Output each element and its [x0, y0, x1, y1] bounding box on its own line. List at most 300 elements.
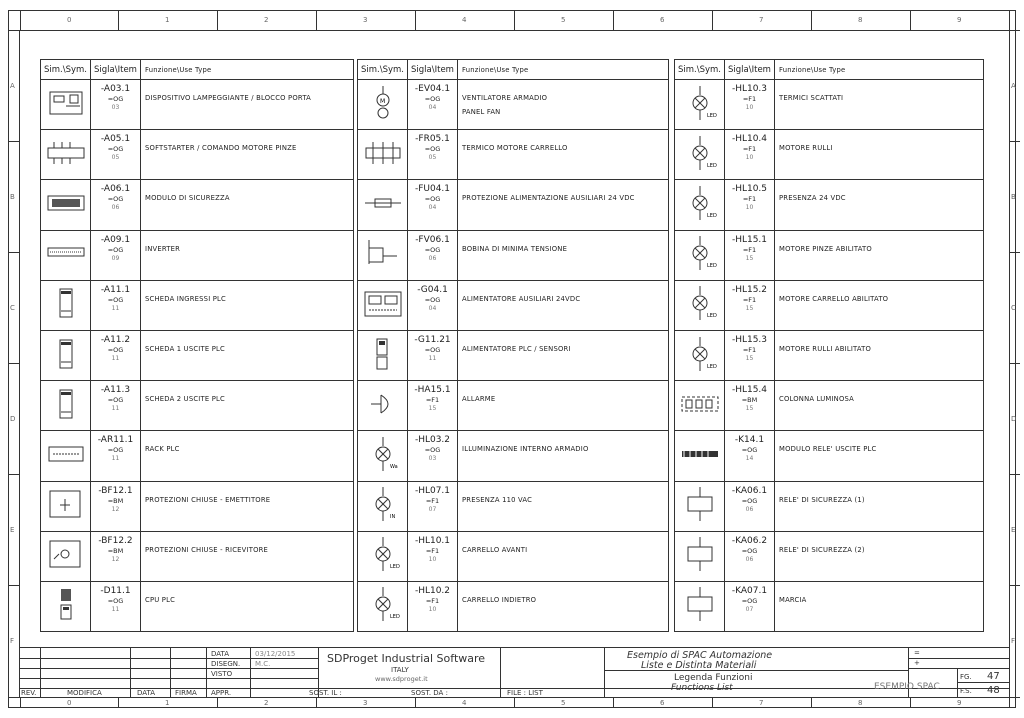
item-page: 11 — [111, 605, 120, 613]
function-cell — [775, 532, 983, 581]
item-cell — [91, 331, 141, 380]
ruler-label: 2 — [264, 699, 269, 707]
function-cell — [458, 130, 668, 179]
function-text: CPU PLC — [145, 595, 176, 604]
lamp-icon — [680, 286, 720, 324]
item-page: 11 — [111, 455, 120, 463]
rev-label: REV. — [21, 689, 37, 697]
symbol-cell — [358, 532, 408, 581]
item-tag: -A09.1 — [100, 234, 131, 245]
item-tag: -BF12.2 — [98, 535, 133, 546]
ruler-row-label: C — [1011, 304, 1016, 312]
svg-text:M: M — [379, 97, 385, 105]
function-text: SOFTSTARTER / COMANDO MOTORE PINZE — [145, 144, 297, 153]
item-location: =OG — [424, 345, 441, 354]
ruler-row-label: F — [1011, 637, 1016, 645]
item-tag: -A05.1 — [100, 134, 131, 145]
item-tag: -AR11.1 — [97, 435, 134, 446]
item-page: 06 — [428, 254, 437, 262]
ruler-tick — [1009, 141, 1020, 142]
ruler-label: 3 — [363, 16, 368, 24]
legend-table-1 — [40, 59, 354, 632]
table-row — [41, 231, 353, 281]
modifica-label: MODIFICA — [67, 689, 102, 697]
ruler-row-label: D — [1011, 415, 1017, 423]
ruler-tick — [613, 10, 614, 30]
table-row — [358, 80, 668, 130]
item-location: =OG — [424, 295, 441, 304]
company-country: ITALY — [391, 666, 409, 674]
power-supply-icon — [363, 286, 403, 324]
function-cell — [458, 231, 668, 280]
fs-label: F.S. — [960, 687, 972, 695]
item-location: =OG — [424, 195, 441, 204]
item-tag: -HL10.3 — [731, 84, 768, 94]
ruler-tick — [910, 697, 911, 707]
symbol-cell — [41, 331, 91, 380]
symbol-cell — [41, 431, 91, 480]
item-location: =BM — [741, 396, 758, 405]
item-cell — [725, 231, 775, 280]
item-page: 11 — [428, 354, 437, 362]
function-cell — [458, 532, 668, 581]
header-item: Sigla\Item — [725, 60, 775, 79]
ruler-tick — [8, 30, 19, 31]
symbol-cell — [675, 381, 725, 430]
item-tag: -HL10.2 — [414, 585, 451, 596]
frame-top — [8, 10, 1016, 11]
plus-label: + — [914, 659, 920, 667]
table-row — [41, 431, 353, 481]
sost-da-label: SOST. DA : — [411, 689, 448, 697]
disegn-value: M.C. — [255, 660, 271, 668]
lamp-icon — [680, 86, 720, 124]
item-location: =F1 — [425, 546, 440, 555]
item-page: 10 — [745, 104, 754, 111]
item-page: 15 — [745, 354, 754, 362]
ruler-tick — [910, 10, 911, 30]
item-cell — [91, 482, 141, 531]
symbol-cell — [41, 130, 91, 179]
table-row — [358, 431, 668, 481]
item-cell — [91, 431, 141, 480]
table-row — [675, 130, 983, 180]
function-text: SCHEDA 1 USCITE PLC — [145, 344, 225, 353]
function-text: MOTORE CARRELLO ABILITATO — [779, 294, 889, 303]
table-row — [41, 130, 353, 180]
symbol-cell — [675, 331, 725, 380]
ruler-label: 7 — [759, 699, 764, 707]
item-page: 10 — [428, 605, 437, 613]
item-location: =OG — [107, 295, 124, 304]
item-page: 09 — [111, 254, 120, 262]
item-tag: -G11.21 — [414, 334, 451, 345]
lamp-icon — [363, 537, 403, 575]
symbol-cell — [675, 80, 725, 129]
symbol-cell — [358, 130, 408, 179]
ruler-label: 6 — [660, 16, 665, 24]
cpu-icon — [46, 587, 86, 625]
item-location: =OG — [741, 546, 758, 555]
item-page: 07 — [745, 605, 754, 613]
ruler-tick — [712, 10, 713, 30]
sost-il-label: SOST. IL : — [309, 689, 342, 697]
function-text: CARRELLO INDIETRO — [462, 595, 537, 604]
table-row — [675, 180, 983, 230]
lamp-icon — [363, 587, 403, 625]
ruler-label: 9 — [957, 699, 962, 707]
item-page: 04 — [428, 204, 437, 212]
ruler-label: 6 — [660, 699, 665, 707]
title-block — [19, 647, 1010, 698]
ruler-label: 2 — [264, 16, 269, 24]
ruler-tick — [118, 697, 119, 707]
function-cell — [775, 431, 983, 480]
ruler-tick — [1009, 252, 1020, 253]
item-page: 10 — [745, 154, 754, 162]
item-tag: -KA06.2 — [731, 535, 768, 546]
symbol-cell — [41, 180, 91, 229]
function-cell — [141, 381, 353, 430]
svg-text:LED: LED — [706, 263, 717, 270]
item-location: =OG — [107, 396, 124, 405]
svg-text:LED: LED — [706, 162, 717, 169]
function-cell — [775, 331, 983, 380]
svg-text:LED: LED — [706, 112, 717, 119]
function-cell — [775, 180, 983, 229]
item-tag: -G04.1 — [417, 284, 448, 295]
table-row — [358, 331, 668, 381]
ruler-tick — [8, 252, 19, 253]
symbol-cell — [41, 482, 91, 531]
function-text: PROTEZIONI CHIUSE - EMETTITORE — [145, 495, 271, 504]
function-text: TERMICI SCATTATI — [779, 94, 844, 102]
item-cell — [408, 431, 458, 480]
item-page: 12 — [111, 555, 120, 563]
function-cell — [141, 130, 353, 179]
table-row — [358, 582, 668, 631]
doc-title: Legenda Funzioni — [674, 673, 753, 683]
function-cell — [141, 532, 353, 581]
function-text: RELE' DI SICUREZZA (1) — [779, 495, 865, 504]
item-tag: -HL15.2 — [731, 284, 768, 295]
table-row — [41, 482, 353, 532]
item-location: =OG — [741, 446, 758, 455]
function-text: ALIMENTATORE PLC / SENSORI — [462, 344, 571, 353]
function-cell — [775, 130, 983, 179]
legend-table-2 — [357, 59, 669, 632]
ruler-label: 0 — [67, 699, 72, 707]
frame-left — [8, 10, 9, 708]
inner-frame-right — [1009, 30, 1010, 698]
function-text: CARRELLO AVANTI — [462, 545, 528, 554]
function-text: PRESENZA 24 VDC — [779, 194, 846, 203]
firma-label: FIRMA — [175, 689, 197, 697]
lamp-icon — [363, 487, 403, 525]
item-cell — [91, 532, 141, 581]
item-page: 12 — [111, 505, 120, 513]
plc-card-icon — [46, 387, 86, 425]
fuse-icon — [363, 186, 403, 224]
symbol-cell — [675, 281, 725, 330]
function-text: BOBINA DI MINIMA TENSIONE — [462, 244, 568, 253]
symbol-cell — [358, 582, 408, 631]
ruler-tick — [415, 697, 416, 707]
inverter-icon — [46, 236, 86, 274]
function-cell — [141, 582, 353, 631]
function-secondary: PANEL FAN — [462, 108, 501, 116]
ruler-label: 7 — [759, 16, 764, 24]
item-tag: -A11.3 — [100, 385, 131, 396]
item-page: 11 — [111, 304, 120, 312]
symbol-cell — [358, 180, 408, 229]
ruler-tick — [1009, 697, 1010, 707]
symbol-cell — [358, 281, 408, 330]
item-page: 05 — [111, 154, 120, 162]
fs-value: 48 — [987, 685, 1000, 696]
function-cell — [141, 180, 353, 229]
item-tag: -A06.1 — [100, 184, 131, 195]
item-tag: -K14.1 — [734, 435, 765, 446]
item-page: 11 — [111, 405, 120, 413]
item-cell — [408, 180, 458, 229]
item-cell — [91, 80, 141, 129]
ruler-label: 4 — [462, 699, 467, 707]
ruler-row-label: A — [10, 82, 15, 90]
ruler-tick — [8, 585, 19, 586]
ruler-tick — [1009, 363, 1020, 364]
plc-card-icon — [46, 286, 86, 324]
ruler-tick — [8, 697, 19, 698]
thermal-relay-icon — [363, 136, 403, 174]
item-cell — [91, 381, 141, 430]
ruler-row-label: C — [10, 304, 15, 312]
item-page: 15 — [745, 304, 754, 312]
item-cell — [725, 532, 775, 581]
svg-text:LED: LED — [706, 313, 717, 320]
item-location: =OG — [424, 245, 441, 254]
signal-tower-icon — [680, 387, 720, 425]
svg-text:LED: LED — [389, 614, 400, 621]
item-tag: -FR05.1 — [415, 134, 450, 145]
symbol-cell — [675, 431, 725, 480]
item-cell — [725, 80, 775, 129]
item-location: =OG — [107, 245, 124, 254]
item-page: 04 — [428, 304, 437, 312]
ruler-tick — [8, 141, 19, 142]
ruler-tick — [415, 10, 416, 30]
item-tag: -EV04.1 — [414, 84, 451, 94]
item-tag: -A11.2 — [100, 334, 131, 345]
function-cell — [458, 431, 668, 480]
table-row — [675, 532, 983, 582]
item-page: 15 — [745, 254, 754, 262]
item-cell — [408, 80, 458, 129]
table-row — [41, 281, 353, 331]
ruler-tick — [514, 10, 515, 30]
function-text: MODULO DI SICUREZZA — [145, 194, 230, 203]
photocell-rx-icon — [46, 537, 86, 575]
symbol-cell — [358, 482, 408, 531]
header-symbol: Sim.\Sym. — [41, 60, 91, 79]
table-row — [41, 180, 353, 230]
item-location: =OG — [107, 596, 124, 605]
function-text: MODULO RELE' USCITE PLC — [779, 445, 877, 454]
item-location: =BM — [107, 496, 124, 505]
ruler-tick — [8, 474, 19, 475]
company-url: www.sdproget.it — [375, 675, 428, 683]
item-cell — [408, 281, 458, 330]
item-location: =OG — [107, 195, 124, 204]
function-text: ALLARME — [462, 395, 496, 404]
function-text: ILLUMINAZIONE INTERNO ARMADIO — [462, 445, 589, 454]
function-text: ALIMENTATORE AUSILIARI 24VDC — [462, 294, 581, 303]
project-code: ESEMPIO SPAC — [874, 682, 940, 692]
table-row — [358, 231, 668, 281]
lamp-icon — [680, 236, 720, 274]
function-cell — [775, 582, 983, 631]
table-row — [358, 180, 668, 230]
table-row — [358, 130, 668, 180]
ruler-row-label: F — [10, 637, 15, 645]
function-text: MOTORE RULLI ABILITATO — [779, 344, 872, 353]
item-cell — [408, 231, 458, 280]
plc-card-icon — [46, 337, 86, 375]
fan-icon — [363, 86, 403, 124]
function-cell — [141, 281, 353, 330]
disegn-label: DISEGN. — [211, 660, 241, 668]
eq-label: = — [914, 649, 920, 657]
function-cell — [458, 180, 668, 229]
symbol-cell — [41, 281, 91, 330]
item-cell — [408, 532, 458, 581]
function-cell — [458, 281, 668, 330]
function-text: MARCIA — [779, 595, 807, 604]
item-location: =F1 — [742, 295, 757, 304]
symbol-cell — [41, 532, 91, 581]
function-cell — [458, 582, 668, 631]
ruler-tick — [613, 697, 614, 707]
function-cell — [141, 231, 353, 280]
safety-module-icon — [46, 186, 86, 224]
item-page: 10 — [428, 555, 437, 563]
svg-text:LED: LED — [706, 212, 717, 219]
table-row — [358, 532, 668, 582]
item-location: =F1 — [425, 496, 440, 505]
function-cell — [458, 331, 668, 380]
function-cell — [458, 80, 668, 129]
item-location: =BM — [107, 546, 124, 555]
symbol-cell — [675, 582, 725, 631]
horn-icon — [363, 387, 403, 425]
function-text: PROTEZIONE ALIMENTAZIONE AUSILIARI 24 VDC — [462, 194, 635, 203]
function-text: PROTEZIONI CHIUSE - RICEVITORE — [145, 545, 269, 554]
function-text: SCHEDA INGRESSI PLC — [145, 294, 226, 303]
item-tag: -FV06.1 — [415, 234, 450, 245]
item-location: =F1 — [742, 195, 757, 204]
inner-frame-top — [19, 30, 1010, 31]
function-text: RACK PLC — [145, 445, 180, 454]
rack-icon — [46, 437, 86, 475]
symbol-cell — [41, 582, 91, 631]
function-cell — [141, 431, 353, 480]
function-text: TERMICO MOTORE CARRELLO — [462, 144, 568, 153]
data-label: DATA — [211, 650, 230, 658]
symbol-cell — [41, 231, 91, 280]
item-location: =F1 — [742, 95, 757, 103]
symbol-cell — [675, 130, 725, 179]
project-line-2: Liste e Distinta Materiali — [641, 660, 757, 671]
item-tag: -HL07.1 — [414, 485, 451, 496]
item-location: =F1 — [742, 145, 757, 154]
table-row — [675, 431, 983, 481]
project-line-1: Esempio di SPAC Automazione — [627, 650, 773, 661]
function-cell — [458, 482, 668, 531]
item-page: 10 — [745, 204, 754, 212]
item-page: 05 — [428, 154, 437, 162]
relay-coil-icon — [680, 537, 720, 575]
ruler-tick — [811, 697, 812, 707]
item-page: 14 — [745, 455, 754, 463]
symbol-cell — [358, 381, 408, 430]
item-cell — [725, 431, 775, 480]
ruler-row-label: A — [1011, 82, 1016, 90]
item-tag: -HL10.4 — [731, 134, 768, 145]
ruler-tick — [1009, 697, 1020, 698]
ruler-label: 3 — [363, 699, 368, 707]
table-row — [675, 482, 983, 532]
svg-text:LED: LED — [389, 564, 400, 571]
header-function: Funzione\Use Type — [779, 65, 846, 74]
fg-value: 47 — [987, 671, 1000, 682]
item-cell — [408, 582, 458, 631]
doc-subtitle: Functions List — [671, 683, 733, 693]
table-row — [358, 281, 668, 331]
item-location: =OG — [424, 446, 441, 455]
item-tag: -HL15.3 — [731, 334, 768, 345]
function-cell — [141, 331, 353, 380]
ruler-tick — [1009, 585, 1020, 586]
ruler-label: 5 — [561, 699, 566, 707]
softstarter-icon — [46, 136, 86, 174]
ruler-label: 5 — [561, 16, 566, 24]
relay-module-icon — [680, 437, 720, 475]
item-cell — [725, 482, 775, 531]
photocell-tx-icon — [46, 487, 86, 525]
table-row — [675, 381, 983, 431]
data-value: 03/12/2015 — [255, 650, 296, 658]
svg-text:IN: IN — [389, 514, 395, 521]
ruler-label: 4 — [462, 16, 467, 24]
ruler-tick — [1009, 10, 1010, 30]
function-text: PRESENZA 110 VAC — [462, 495, 533, 504]
function-cell — [775, 231, 983, 280]
ruler-tick — [118, 10, 119, 30]
item-location: =OG — [107, 95, 124, 103]
item-cell — [725, 582, 775, 631]
table-header — [358, 60, 668, 80]
function-text: DISPOSITIVO LAMPEGGIANTE / BLOCCO PORTA — [145, 94, 312, 102]
item-tag: -KA06.1 — [731, 485, 768, 496]
function-text: MOTORE RULLI — [779, 144, 833, 153]
undervoltage-coil-icon — [363, 236, 403, 274]
ruler-label: 0 — [67, 16, 72, 24]
item-page: 15 — [745, 405, 754, 413]
symbol-cell — [358, 331, 408, 380]
function-text: COLONNA LUMINOSA — [779, 395, 854, 404]
item-location: =F1 — [425, 596, 440, 605]
item-tag: -FU04.1 — [414, 184, 451, 195]
